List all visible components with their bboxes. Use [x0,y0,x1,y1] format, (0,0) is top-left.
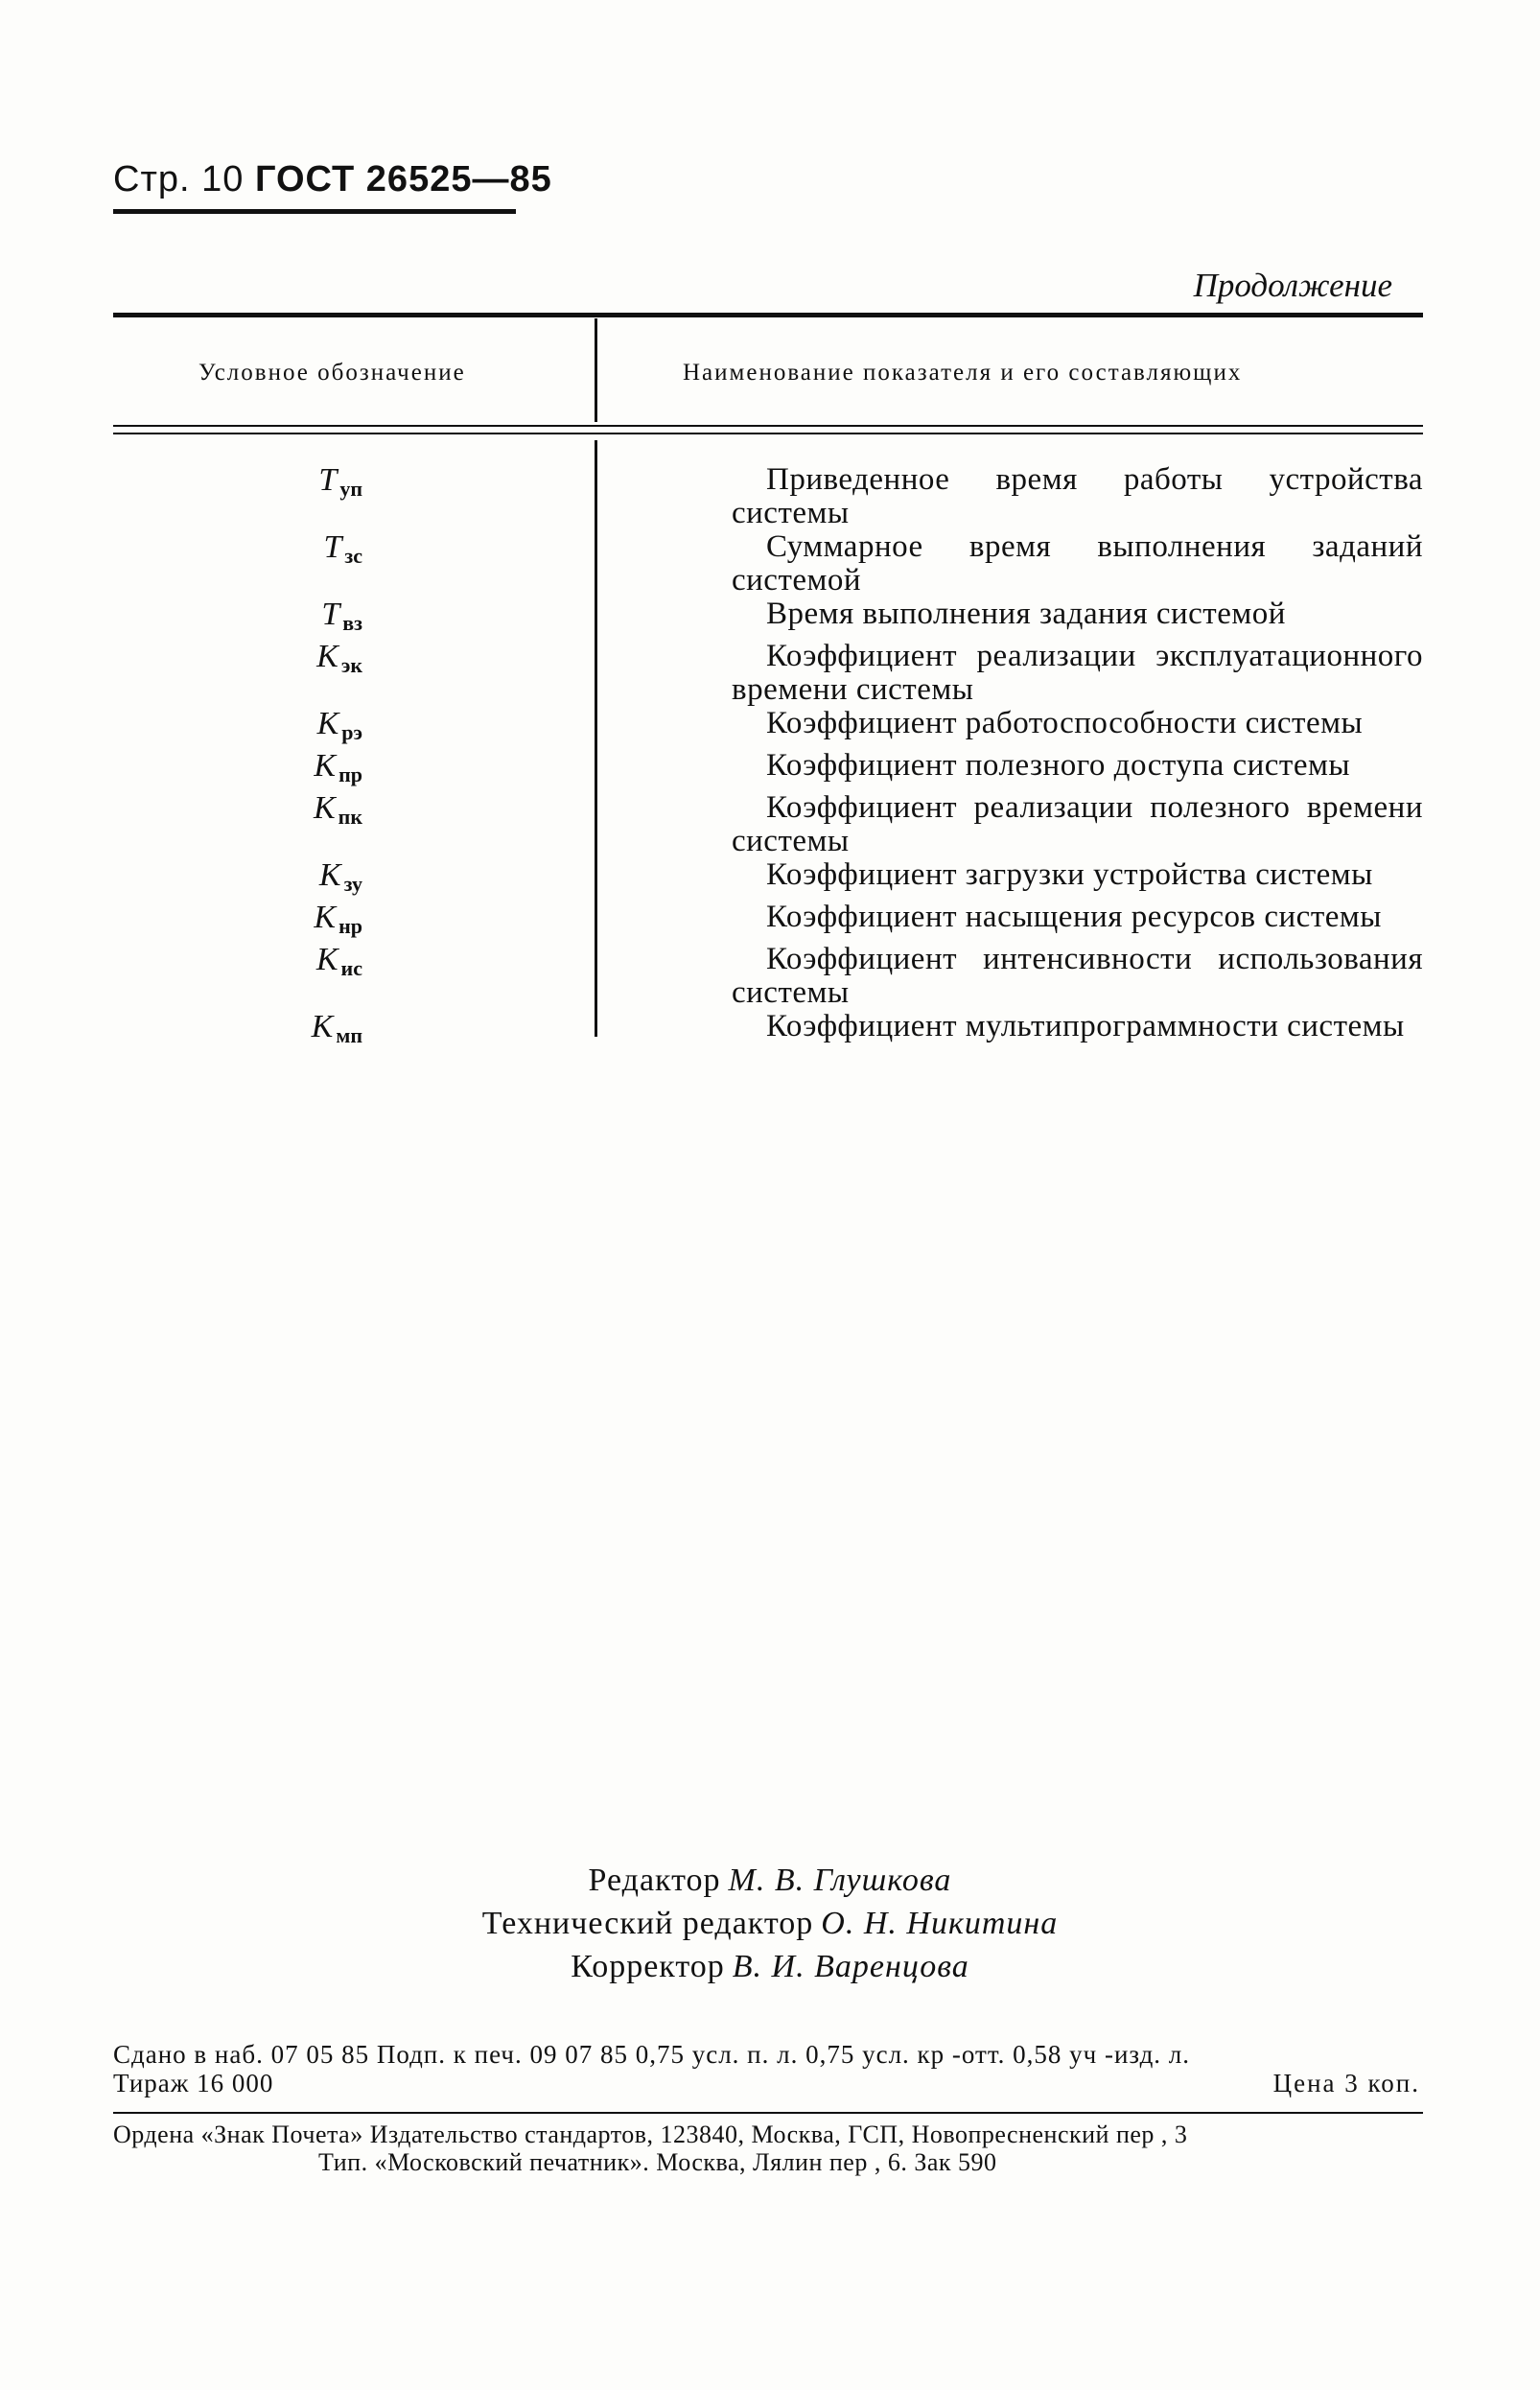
symbol-cell: K $_{зу}$ [318,857,362,896]
table-row [113,901,1423,943]
name-cell: Коэффициент работоспособности системы [766,706,1364,740]
symbol-cell: K $_{рэ}$ [316,706,362,744]
table-row [113,791,1423,858]
column-divider [595,318,597,422]
name-cell: Коэффициент интенсивности использования системы [732,942,1423,1010]
name-cell: Коэффициент реализации полезного времени системы [732,790,1423,858]
table-row [113,598,1423,640]
symbol-cell: K $_{мп}$ [311,1009,362,1047]
name-cell: Коэффициент полезного доступа системы [766,748,1351,783]
footer-rule [113,2112,1423,2114]
header-rule [113,209,516,214]
corrector-credit [0,1949,1540,1985]
page-number: Стр. 10 [113,159,245,199]
name-cell: Коэффициент насыщения ресурсов системы [766,900,1382,934]
symbol-cell: K $_{пр}$ [314,748,362,786]
table-row [113,530,1423,598]
name-cell: Суммарное время выполнения заданий системой [732,529,1423,598]
corrector-label: Корректор [571,1949,725,1984]
header-double-rule [113,433,1423,434]
price: Цена 3 коп. [1272,2069,1420,2097]
symbol-cell: T $_{уп}$ [318,462,362,501]
editor-name: М. В. Глушкова [728,1863,952,1898]
standard-number: ГОСТ 26525—85 [254,159,552,199]
name-cell: Коэффициент реализации эксплуатационного времени системы [732,639,1423,707]
editor-label: Редактор [588,1863,721,1898]
symbol-cell: T $_{вз}$ [321,597,362,635]
table-row [113,749,1423,791]
printer-line: Тип. «Московский печатник». Москва, Лялин пер , 6. Зак 590 [318,2148,997,2176]
tech-editor-label: Технический редактор [481,1906,814,1941]
column-header-name: Наименование показателя и его составляющих [683,360,1243,386]
symbol-cell: K $_{пк}$ [313,790,362,829]
corrector-name: В. И. Варенцова [732,1949,969,1984]
header-double-rule [113,425,1423,427]
page-header [113,159,552,200]
circulation: Тираж 16 000 [113,2069,274,2097]
imprint-line: Сдано в наб. 07 05 85 Подп. к печ. 09 07 85 0,75 усл. п. л. 0,75 усл. кр -отт. 0,58 уч -изд. л. [113,2040,1191,2069]
editor-credit [0,1863,1540,1899]
tech-editor-credit [0,1906,1540,1942]
tech-editor-name: О. Н. Никитина [821,1906,1059,1941]
name-cell: Коэффициент мультипрограммности системы [766,1009,1405,1043]
table-row [113,640,1423,707]
symbol-cell: K $_{эк}$ [316,639,362,677]
name-cell: Время выполнения задания системой [766,597,1286,631]
symbol-cell: K $_{нр}$ [314,900,362,938]
table-body [113,463,1423,1052]
table-top-rule [113,313,1423,317]
name-cell: Коэффициент загрузки устройства системы [766,857,1373,892]
symbol-cell: K $_{ис}$ [315,942,362,980]
name-cell: Приведенное время работы устройства системы [732,462,1423,530]
column-header-symbol: Условное обозначение [198,360,466,386]
table-row [113,858,1423,901]
publisher-line: Ордена «Знак Почета» Издательство стандартов, 123840, Москва, ГСП, Новопресненский пер , 3 [113,2121,1188,2148]
table-row [113,463,1423,530]
continuation-label: Продолжение [1193,267,1392,304]
symbol-cell: T $_{зс}$ [323,529,362,568]
table-row [113,1010,1423,1052]
table-row [113,707,1423,749]
table-row [113,943,1423,1010]
